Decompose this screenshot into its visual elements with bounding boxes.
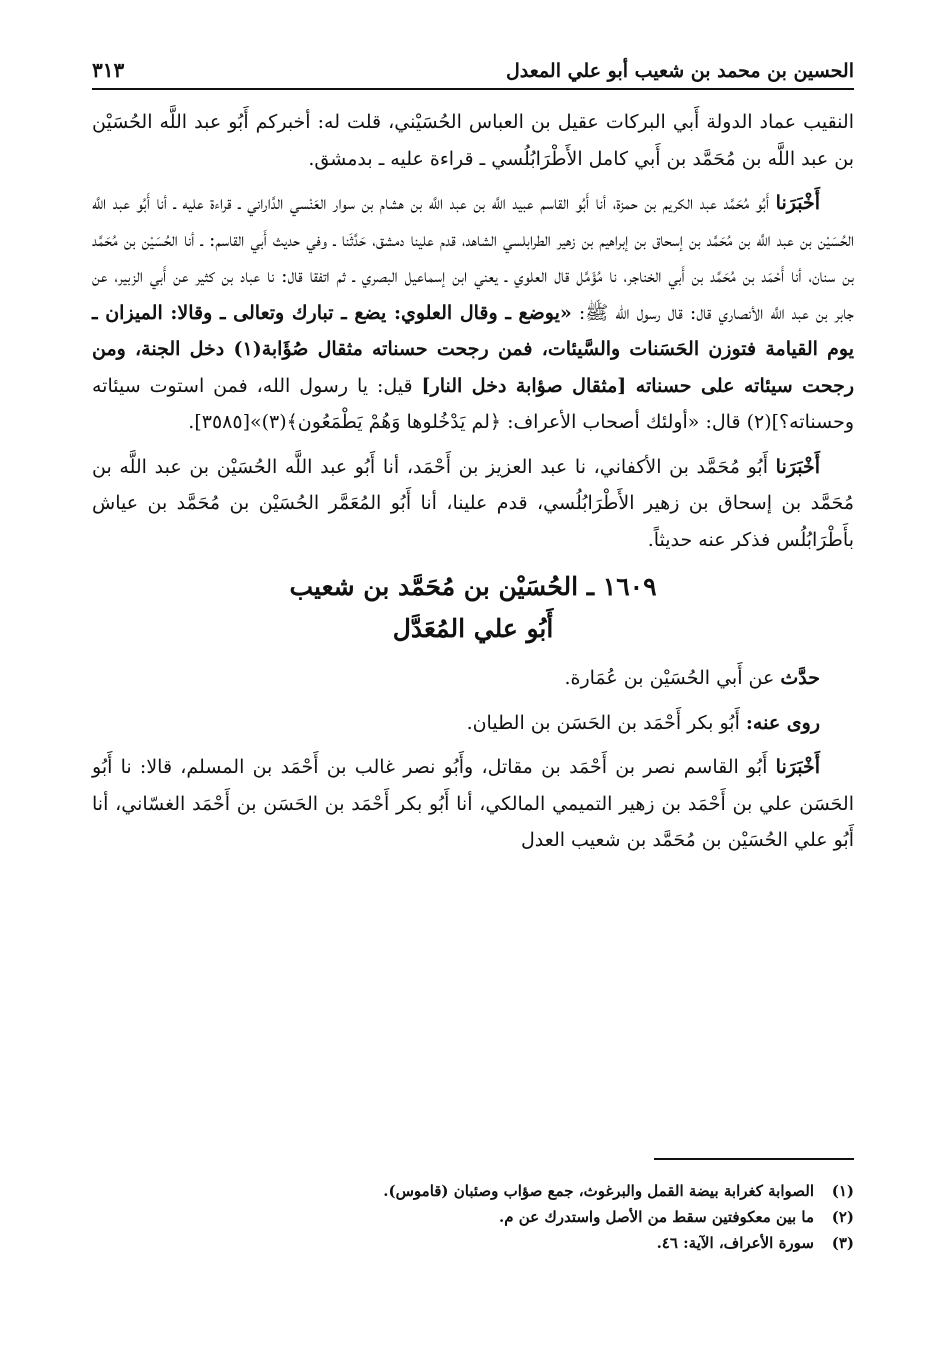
paragraph-3 — [92, 449, 854, 559]
body-text — [92, 104, 854, 859]
footnote-3-number: (٣) — [831, 1234, 854, 1252]
bio-line-1-text: عن أَبي الحُسَيْن بن عُمَارة. — [564, 667, 781, 689]
paragraph-2-text: أَبُو مُحَمَّد عبد الكريم بن حمزة، أنا أَبُو القاسم عبيد اللَّه بن عبد اللَّه بن هشام بن سوار العَنْسي الدَّاراني ـ قراءة عليه ـ أنا أَبُو عبد اللَّه الحُسَيْن بن عبد اللَّه بن مُحَمَّد بن إسحاق بن إبراهيم بن زهير الطرابلسي الشاهد، قدم علينا دمشق، حَدَّثَنا ـ وفي حديث أَبي القاسم: ـ أنا الحُسَيْن بن مُحَمَّد بن سنان، أنا أَحْمَد بن مُحَمَّد بن أَبي الخناجر، نا مُؤَمَّل قال العلوي ـ يعني ابن إسماعيل البصري ـ ثم اتفقا قال: نا عباد بن كثير عن أَبي الزبير، عن جابر بن عبد اللَّه الأنصاري قال: قال رسول الله ﷺ: — [92, 192, 855, 324]
paragraph-3-text: أَبُو مُحَمَّد بن الأكفاني، نا عبد العزيز بن أَحْمَد، أنا أَبُو عبد اللَّه الحُسَيْن بن عبد اللَّه بن مُحَمَّد بن إسحاق بن زهير الأَطْرَابُلُسي، قدم علينا، أنا أَبُو المُعَمَّر الحُسَيْن بن مُحَمَّد بن عياش بأَطْرَابُلُس فذكر عنه حديثاً. — [92, 455, 854, 551]
footnotes — [92, 1158, 854, 1256]
paragraph-2-tail: قيل: يا رسول الله، فمن استوت سيئاته وحسناته؟](٢) قال: «أولئك أصحاب الأعراف: ﴿لم يَدْخُلوها وَهُمْ يَطْمَعُون﴾(٣)»[٣٥٨٥]. — [92, 374, 854, 433]
footnote-divider — [654, 1158, 854, 1160]
book-page — [92, 48, 854, 1308]
chapter-heading — [92, 566, 854, 650]
bio-line-2-lead: روى عنه: — [745, 711, 820, 734]
paragraph-last — [92, 749, 854, 859]
paragraph-1-text: النقيب عماد الدولة أَبي البركات عقيل بن العباس الحُسَيْني، قلت له: أخبركم أَبُو عبد اللَّه الحُسَيْن بن عبد اللَّه بن مُحَمَّد بن أَبي كامل الأَطْرَابُلُسي ـ قراءة عليه ـ بدمشق. — [92, 111, 854, 170]
paragraph-last-text: أَبُو القاسم نصر بن أَحْمَد بن مقاتل، وأَبُو نصر غالب بن أَحْمَد بن المسلم، قالا: نا أَبُو الحَسَن علي بن أَحْمَد بن زهير التميمي المالكي، أنا أَبُو بكر أَحْمَد بن الحَسَن بن أَحْمَد الغسّاني، أنا أَبُو علي الحُسَيْن بن مُحَمَّد بن شعيب العدل — [92, 756, 854, 851]
paragraph-1 — [92, 104, 854, 177]
paragraph-3-lead: أَخْبَرَنا — [775, 455, 820, 478]
bio-line-1-lead: حدَّث — [780, 667, 820, 689]
page-number: ٣١٣ — [92, 58, 125, 82]
hadith-text: «يوضع ـ وقال العلوي: يضع ـ تبارك وتعالى ـ وقالا: الميزان ـ يوم القيامة فتوزن الحَسَنات والسَّيئات، فمن رجحت حسناته مثقال صُؤَابة(١) دخل الجنة، ومن رجحت سيئاته على حسناته [مثقال صؤابة دخل النار] — [92, 301, 854, 397]
chapter-number-line: ١٦٠٩ ـ الحُسَيْن بن مُحَمَّد بن شعيب — [289, 572, 657, 601]
footnote-3-text: سورة الأعراف، الآية: ٤٦. — [656, 1234, 814, 1252]
running-header — [92, 48, 854, 90]
bio-line-1 — [92, 660, 854, 697]
footnote-1-number: (١) — [831, 1182, 854, 1200]
paragraph-2 — [92, 185, 854, 441]
footnote-1-text: الصوابة كغرابة بيضة القمل والبرغوث، جمع صؤاب وصئبان (قاموس). — [383, 1182, 814, 1200]
running-header-title: الحسين بن محمد بن شعيب أبو علي المعدل — [505, 60, 854, 82]
footnote-2-number: (٢) — [831, 1208, 854, 1226]
paragraph-last-lead: أَخْبَرَنا — [775, 756, 820, 778]
footnote-2 — [92, 1204, 854, 1230]
paragraph-2-lead: أَخْبَرَنا — [775, 192, 820, 214]
footnote-1 — [92, 1178, 854, 1204]
footnote-2-text: ما بين معكوفتين سقط من الأصل واستدرك عن م. — [499, 1208, 814, 1226]
chapter-name-line: أَبُو علي المُعَدَّل — [392, 614, 554, 643]
bio-line-2 — [92, 705, 854, 742]
footnote-3 — [92, 1230, 854, 1256]
bio-line-2-text: أَبُو بكر أَحْمَد بن الحَسَن بن الطيان. — [466, 711, 746, 734]
